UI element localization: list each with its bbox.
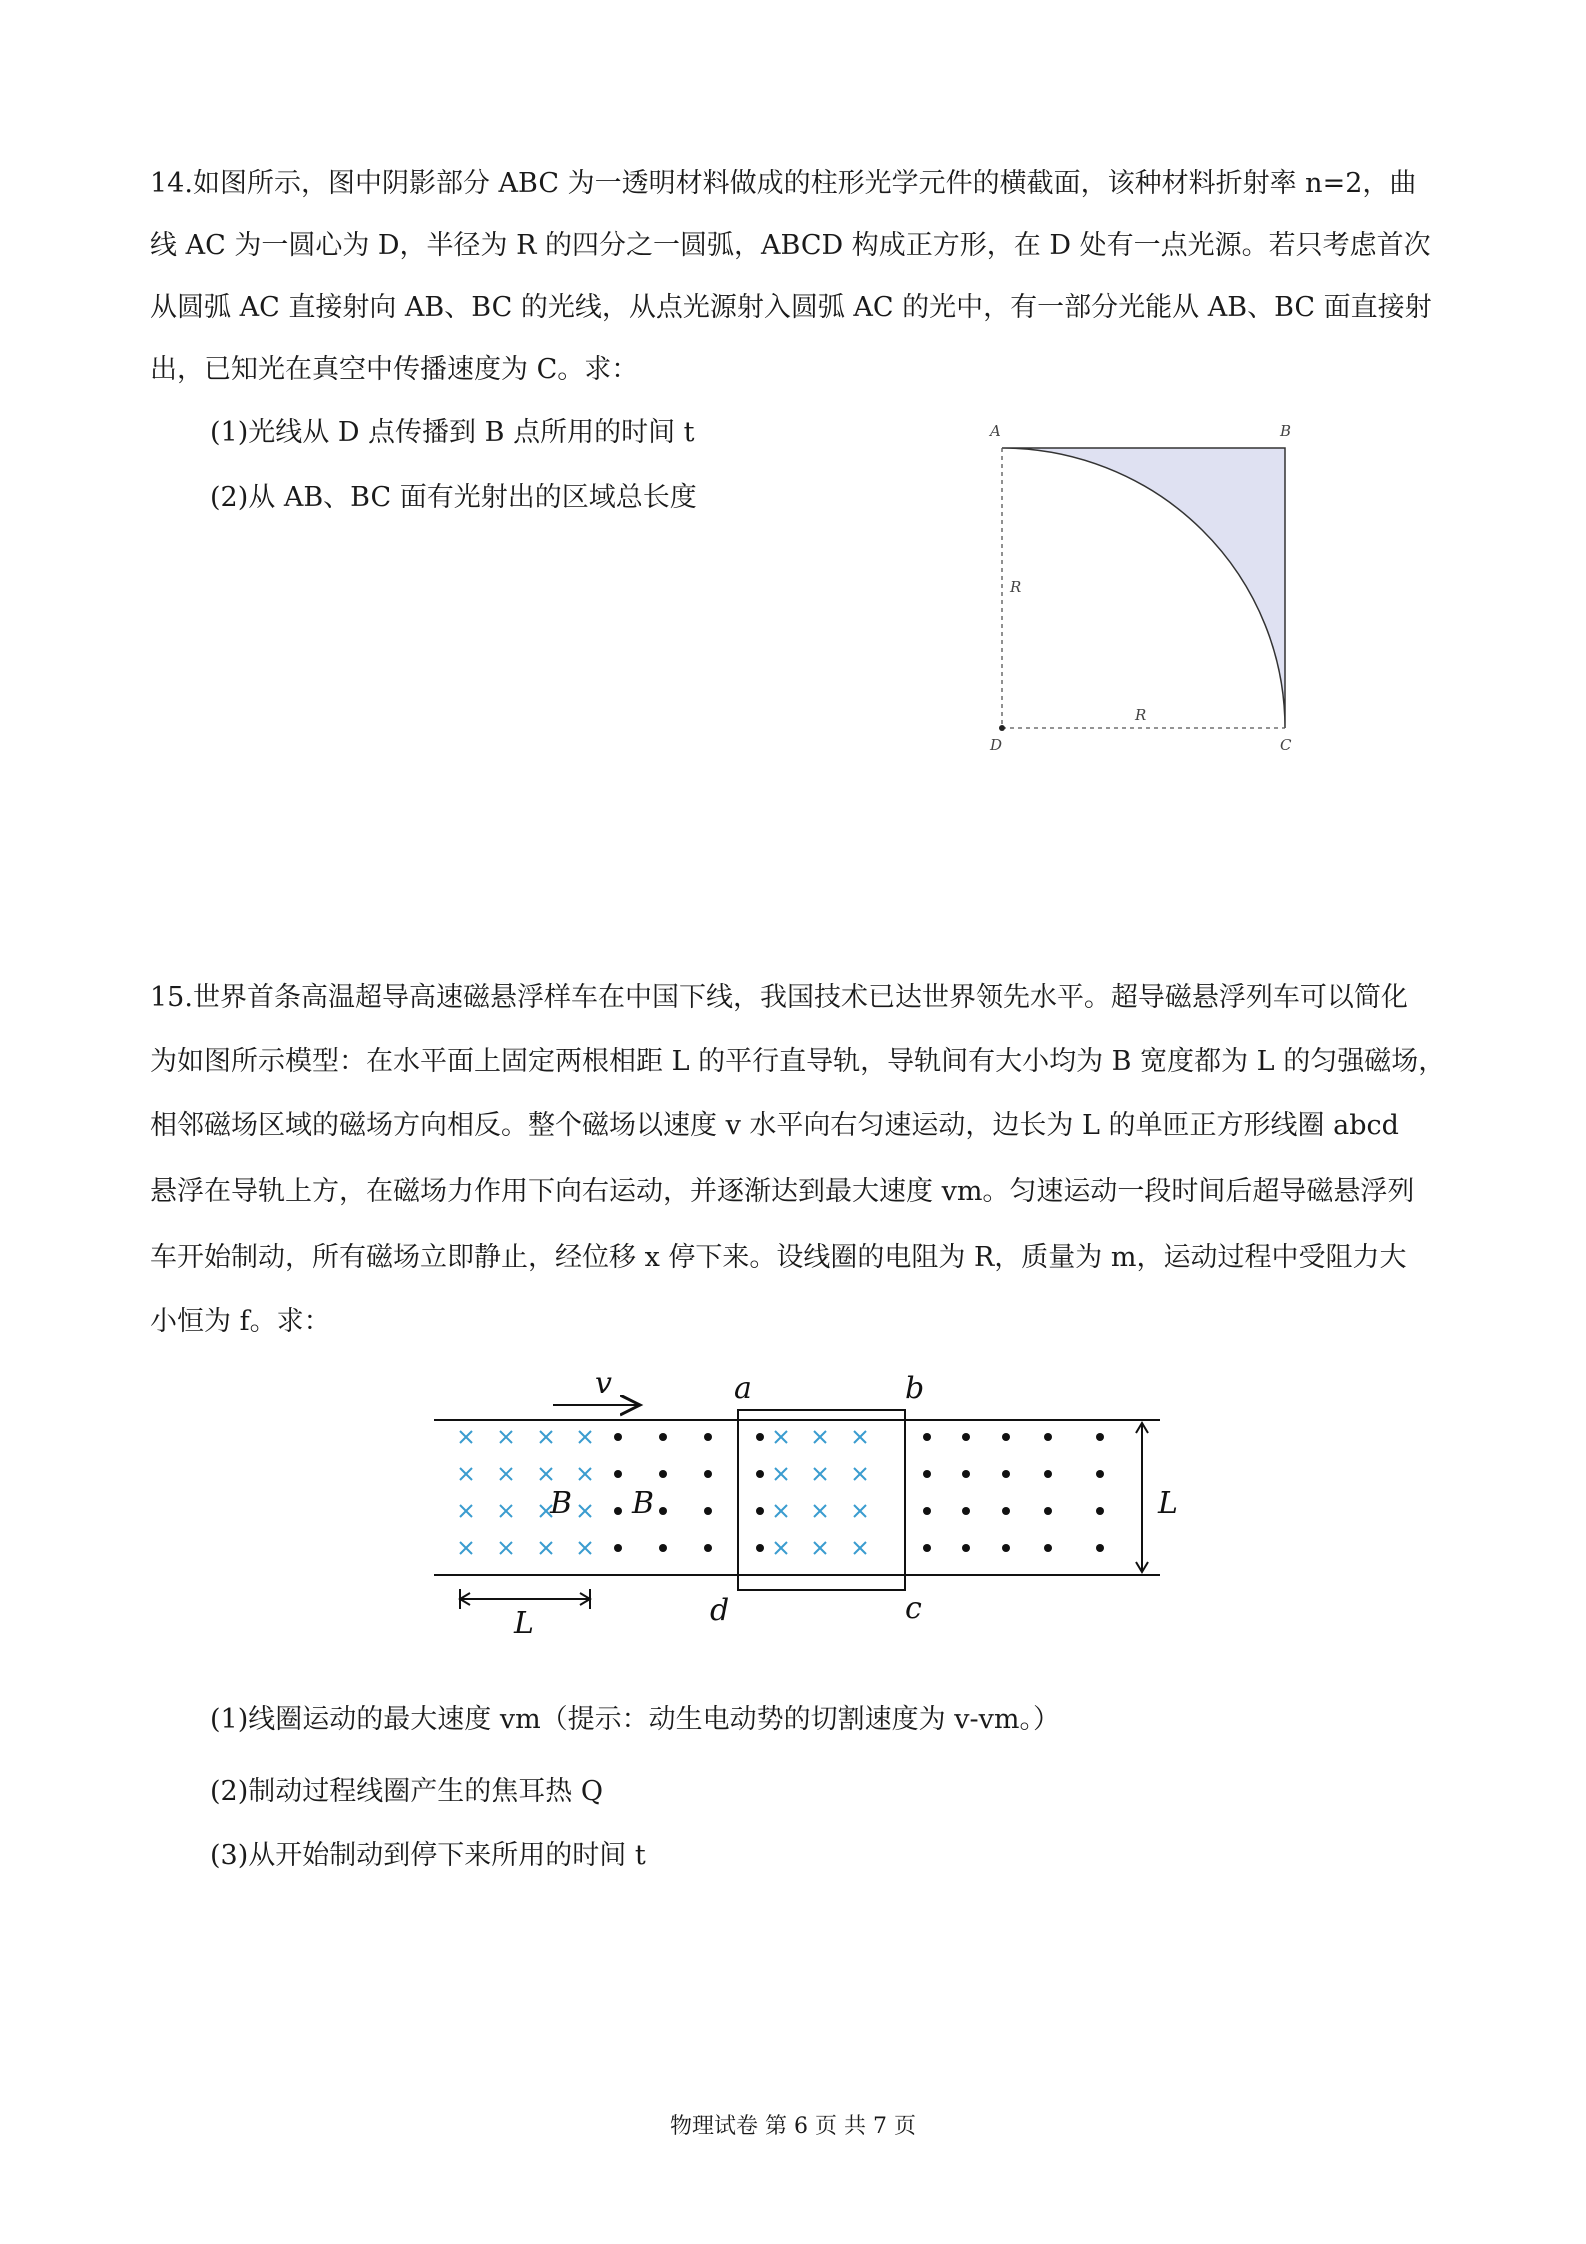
- field-dot-symbol: [1096, 1544, 1104, 1552]
- field-dot-symbol: [1044, 1470, 1052, 1478]
- label-r-bottom: R: [1135, 706, 1147, 724]
- label-r-side: R: [1010, 578, 1022, 596]
- field-dot-symbol: [704, 1507, 712, 1515]
- label-v: v: [595, 1366, 612, 1401]
- q14-figure: [980, 418, 1320, 758]
- field-dot-symbol: [962, 1507, 970, 1515]
- q15-line-4: 悬浮在导轨上方，在磁场力作用下向右运动，并逐渐达到最大速度 vm。匀速运动一段时间后超导磁悬浮列: [150, 1176, 1415, 1207]
- field-dot-symbol: [614, 1507, 622, 1515]
- field-dot-symbol: [1002, 1507, 1010, 1515]
- field-dot-symbol: [1044, 1544, 1052, 1552]
- field-dot-symbol: [923, 1433, 931, 1441]
- field-dot-symbol: [756, 1507, 764, 1515]
- point-light-source-d: [999, 725, 1005, 731]
- q14-line-4: 出，已知光在真空中传播速度为 C。求：: [150, 354, 639, 385]
- field-dot-symbol: [962, 1470, 970, 1478]
- field-dot-symbol: [1044, 1433, 1052, 1441]
- label-c: c: [905, 1591, 922, 1626]
- label-d: D: [990, 736, 1003, 754]
- field-dot-symbol: [923, 1470, 931, 1478]
- field-dot-symbol: [756, 1433, 764, 1441]
- q15-subquestion-1: (1)线圈运动的最大速度 vm（提示：动生电动势的切割速度为 v-vm。）: [210, 1704, 1060, 1735]
- field-dot-symbol: [962, 1544, 970, 1552]
- field-dot-symbol: [614, 1544, 622, 1552]
- label-field-b-1: B: [550, 1486, 573, 1521]
- label-l-bottom: L: [514, 1606, 534, 1641]
- label-a: A: [990, 422, 1001, 440]
- q15-line-6: 小恒为 f。求：: [150, 1306, 331, 1337]
- field-dot-symbol: [1096, 1433, 1104, 1441]
- field-dot-symbol: [923, 1507, 931, 1515]
- field-dot-symbol: [756, 1544, 764, 1552]
- shaded-region-abc: [1002, 448, 1285, 728]
- field-dot-symbol: [1002, 1544, 1010, 1552]
- field-dot-symbol: [704, 1544, 712, 1552]
- label-b: b: [905, 1371, 925, 1406]
- q15-subquestion-2: (2)制动过程线圈产生的焦耳热 Q: [210, 1776, 603, 1807]
- field-dot-symbol: [659, 1470, 667, 1478]
- field-dot-symbol: [1002, 1433, 1010, 1441]
- field-dot-symbol: [1096, 1470, 1104, 1478]
- q15-line-1: 15.世界首条高温超导高速磁悬浮样车在中国下线，我国技术已达世界领先水平。超导磁悬浮列车可以简化: [150, 982, 1408, 1013]
- q15-line-3: 相邻磁场区域的磁场方向相反。整个磁场以速度 v 水平向右匀速运动，边长为 L 的单匝正方形线圈 abcd: [150, 1110, 1399, 1141]
- page-footer: 物理试卷 第 6 页 共 7 页: [670, 2114, 916, 2139]
- q15-line-2: 为如图所示模型：在水平面上固定两根相距 L 的平行直导轨，导轨间有大小均为 B 宽度都为 L 的匀强磁场，: [150, 1046, 1446, 1077]
- q14-line-3: 从圆弧 AC 直接射向 AB、BC 的光线，从点光源射入圆弧 AC 的光中，有一部分光能从 AB、BC 面直接射: [150, 292, 1432, 323]
- field-dot-symbol: [659, 1507, 667, 1515]
- q15-figure: [420, 1365, 1220, 1645]
- field-dot-symbol: [704, 1470, 712, 1478]
- label-a: a: [734, 1371, 752, 1406]
- label-d: d: [710, 1593, 730, 1628]
- field-dot-symbol: [659, 1544, 667, 1552]
- field-dot-symbol: [704, 1433, 712, 1441]
- q15-subquestion-3: (3)从开始制动到停下来所用的时间 t: [210, 1840, 646, 1871]
- field-dot-symbol: [1002, 1470, 1010, 1478]
- label-c: C: [1280, 736, 1292, 754]
- field-dot-symbol: [962, 1433, 970, 1441]
- label-field-b-2: B: [632, 1486, 655, 1521]
- field-dot-symbol: [1044, 1507, 1052, 1515]
- q14-subquestion-2: (2)从 AB、BC 面有光射出的区域总长度: [210, 482, 697, 513]
- field-dot-symbol: [756, 1470, 764, 1478]
- field-dot-symbol: [1096, 1507, 1104, 1515]
- field-dot-symbol: [614, 1433, 622, 1441]
- field-dot-symbol: [659, 1433, 667, 1441]
- q14-line-2: 线 AC 为一圆心为 D，半径为 R 的四分之一圆弧，ABCD 构成正方形，在 D 处有一点光源。若只考虑首次: [150, 230, 1431, 261]
- field-dot-symbol: [614, 1470, 622, 1478]
- field-dot-symbol: [923, 1544, 931, 1552]
- label-b: B: [1280, 422, 1292, 440]
- label-l-right: L: [1158, 1486, 1178, 1521]
- q14-subquestion-1: (1)光线从 D 点传播到 B 点所用的时间 t: [210, 417, 695, 448]
- q15-line-5: 车开始制动，所有磁场立即静止，经位移 x 停下来。设线圈的电阻为 R，质量为 m，运动过程中受阻力大: [150, 1242, 1407, 1273]
- q14-line-1: 14.如图所示，图中阴影部分 ABC 为一透明材料做成的柱形光学元件的横截面，该种材料折射率 n=2，曲: [150, 168, 1417, 199]
